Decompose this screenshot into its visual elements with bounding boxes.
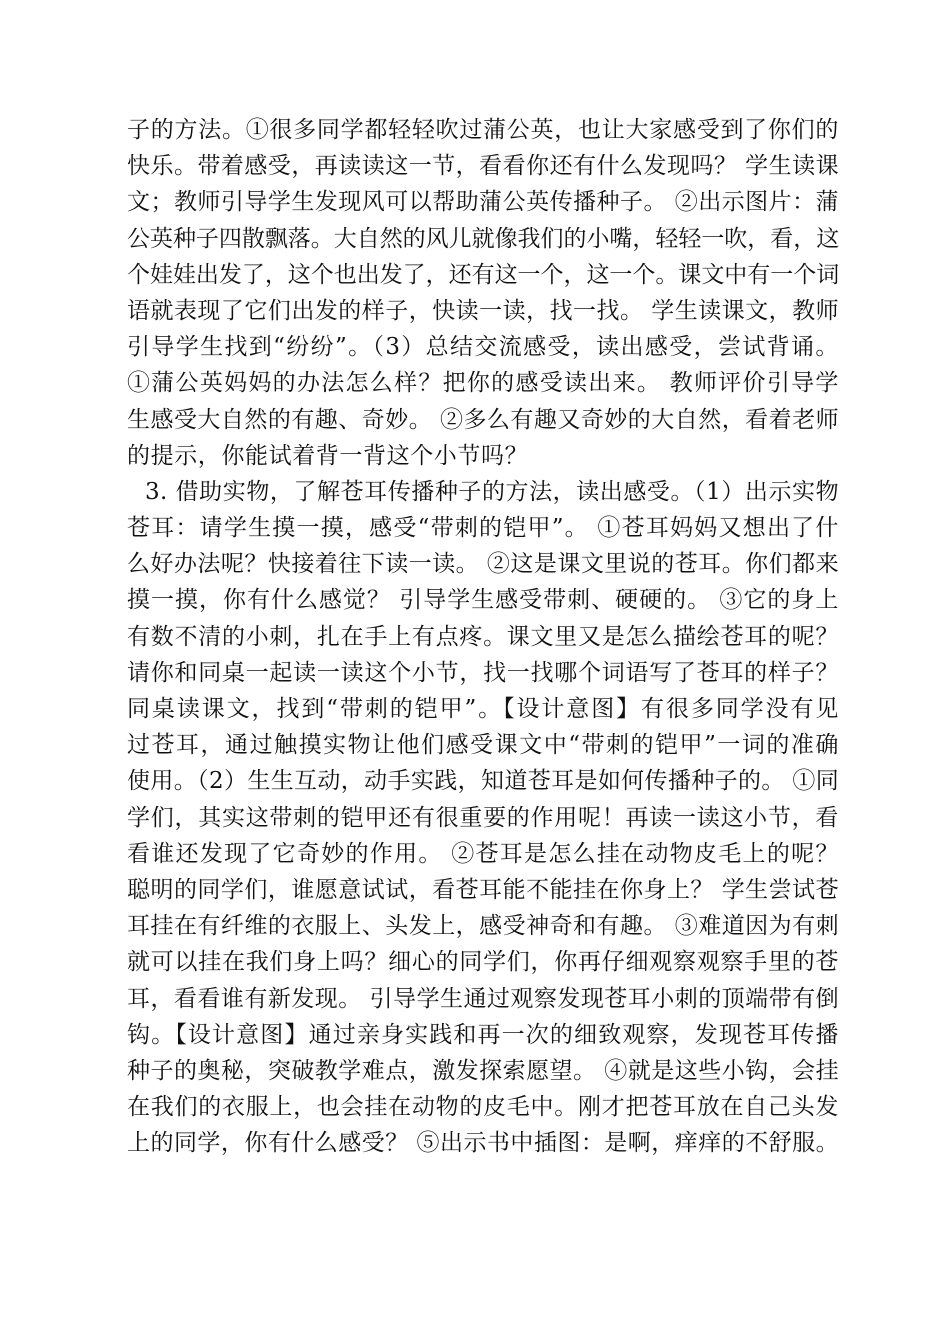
text-line: 摸一摸，你有什么感觉？ 引导学生感受带刺、硬硬的。 ③它的身上 bbox=[127, 587, 839, 614]
text-line: 耳，看看谁有新发现。 引导学生通过观察发现苍耳小刺的顶端带有倒 bbox=[127, 985, 839, 1012]
text-line: 学们，其实这带刺的铠甲还有很重要的作用呢！再读一读这小节，看 bbox=[127, 804, 839, 831]
text-line: 在我们的衣服上，也会挂在动物的皮毛中。刚才把苍耳放在自己头发 bbox=[127, 1094, 839, 1121]
text-line: 语就表现了它们出发的样子，快读一读，找一找。 学生读课文，教师 bbox=[127, 297, 839, 324]
text-line: 苍耳：请学生摸一摸，感受“带刺的铠甲”。 ①苍耳妈妈又想出了什 bbox=[127, 515, 839, 542]
text-line: 个娃娃出发了，这个也出发了，还有这一个，这一个。课文中有一个词 bbox=[127, 261, 839, 288]
text-line: 种子的奥秘，突破教学难点，激发探索愿望。 ④就是这些小钩，会挂 bbox=[127, 1057, 839, 1084]
text-line: 子的方法。①很多同学都轻轻吹过蒲公英，也让大家感受到了你们的 bbox=[127, 117, 839, 143]
text-line: 文；教师引导学生发现风可以帮助蒲公英传播种子。 ②出示图片：蒲 bbox=[127, 189, 839, 216]
text-line: 耳挂在有纤维的衣服上、头发上，感受神奇和有趣。 ③难道因为有刺 bbox=[127, 913, 839, 940]
text-line: 就可以挂在我们身上吗？细心的同学们，你再仔细观察观察手里的苍 bbox=[127, 949, 839, 976]
text-line: 请你和同桌一起读一读这个小节，找一找哪个词语写了苍耳的样子？ bbox=[127, 659, 839, 686]
text-line: 有数不清的小刺，扎在手上有点疼。课文里又是怎么描绘苍耳的呢？ bbox=[127, 623, 839, 650]
text-line: 快乐。带着感受，再读读这一节，看看你还有什么发现吗？ 学生读课 bbox=[127, 153, 839, 180]
text-line: 引导学生找到“纷纷”。（3）总结交流感受，读出感受，尝试背诵。 bbox=[127, 334, 839, 361]
text-line: 使用。（2）生生互动，动手实践，知道苍耳是如何传播种子的。 ①同 bbox=[127, 768, 839, 795]
body-text bbox=[127, 112, 839, 1161]
text-line: 看谁还发现了它奇妙的作用。 ②苍耳是怎么挂在动物皮毛上的呢？ bbox=[127, 840, 839, 867]
text-line: 聪明的同学们，谁愿意试试，看苍耳能不能挂在你身上？ 学生尝试苍 bbox=[127, 876, 839, 903]
text-line: 公英种子四散飘落。大自然的风儿就像我们的小嘴，轻轻一吹，看，这 bbox=[127, 225, 839, 252]
text-line: 的提示，你能试着背一背这个小节吗？ bbox=[127, 442, 529, 469]
text-line: 么好办法呢？快接着往下读一读。 ②这是课文里说的苍耳。你们都来 bbox=[127, 551, 839, 578]
text-line: 过苍耳，通过触摸实物让他们感受课文中“带刺的铠甲”一词的准确 bbox=[127, 732, 839, 759]
text-line: 同桌读课文，找到“带刺的铠甲”。【设计意图】有很多同学没有见 bbox=[127, 696, 839, 722]
text-line: 上的同学，你有什么感受？ ⑤出示书中插图：是啊，痒痒的不舒服。 bbox=[127, 1130, 839, 1157]
text-line: ①蒲公英妈妈的办法怎么样？把你的感受读出来。 教师评价引导学 bbox=[127, 370, 839, 397]
text-line: 3. 借助实物，了解苍耳传播种子的方法，读出感受。（1）出示实物 bbox=[145, 478, 839, 505]
text-line: 钩。【设计意图】通过亲身实践和再一次的细致观察，发现苍耳传播 bbox=[127, 1021, 839, 1048]
text-line: 生感受大自然的有趣、奇妙。 ②多么有趣又奇妙的大自然，看着老师 bbox=[127, 406, 839, 433]
